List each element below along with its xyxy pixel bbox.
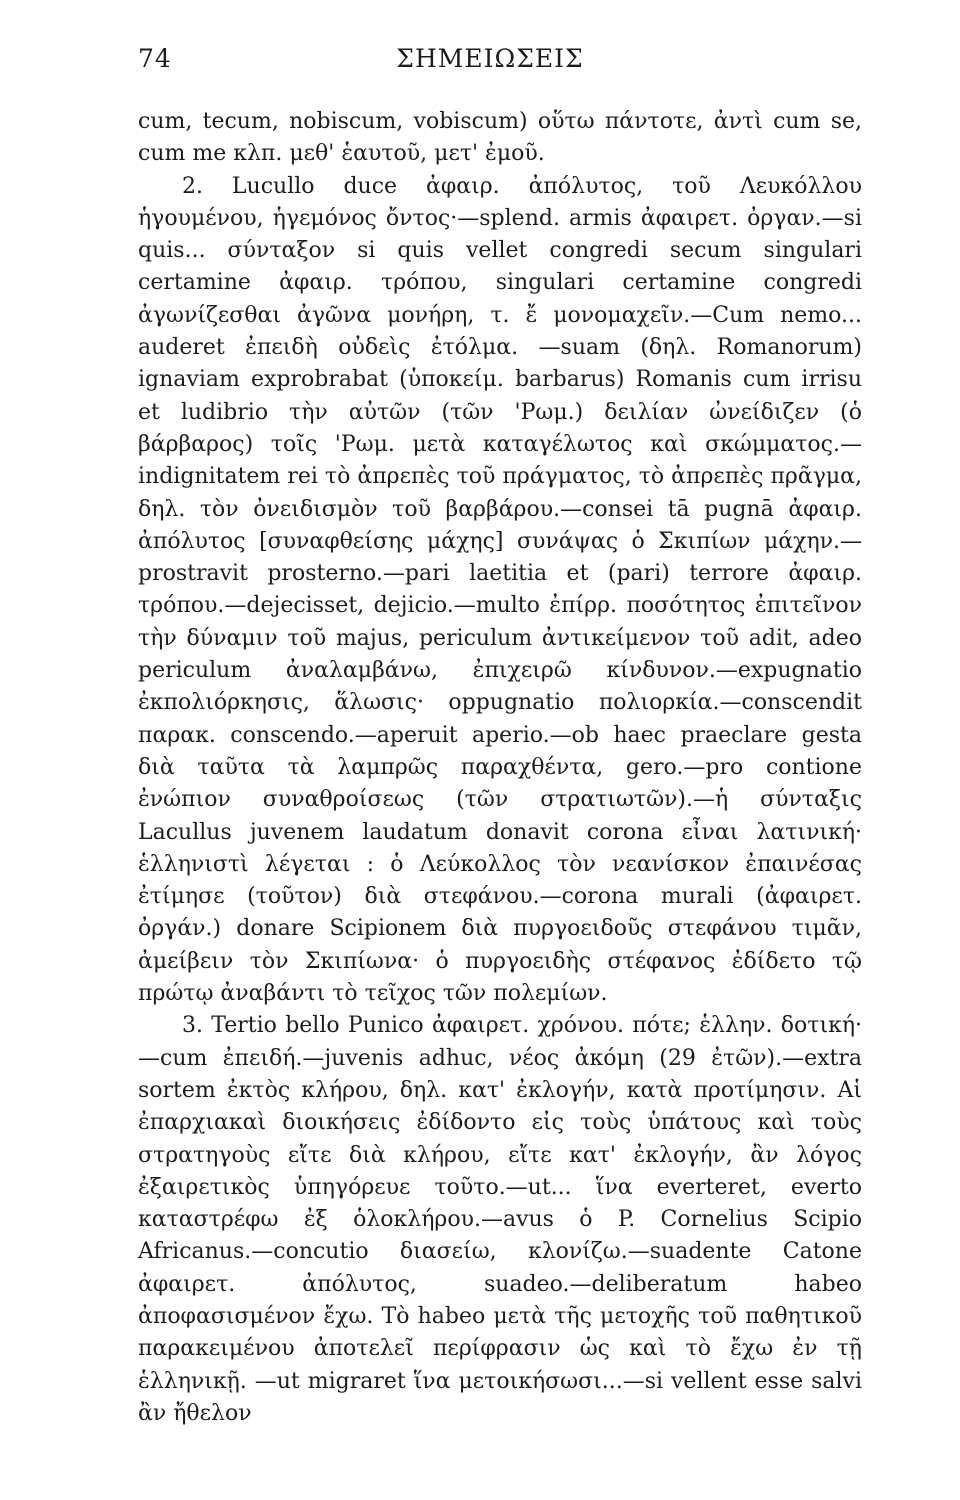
running-title: ΣΗΜΕΙΩΣΕΙΣ: [396, 44, 584, 73]
paragraph-note-3: 3. Tertio bello Punico ἀφαιρετ. χρόνου. πότε; ἑλλην. δοτική·—cum ἐπειδή.—juvenis adhuc, νέος ἀκόμη (29 ἐτῶν).—extra sortem ἐκτὸς κλήρου, δηλ. κατ' ἐκλογήν, κατὰ προτίμησιν. Αἱ ἐπαρχιακαὶ διοικήσεις ἐδίδοντο εἰς τοὺς ὑπάτους καὶ τοὺς στρατηγοὺς εἴτε διὰ κλήρου, εἴτε κατ' ἐκλογήν, ἂν λόγος ἐξαιρετικὸς ὑπηγόρευε τοῦτο.—ut... ἵνα everteret, everto καταστρέφω ἐξ ὁλοκλήρου.—avus ὁ P. Cornelius Scipio Africanus.—concutio διασείω, κλονίζω.—suadente Catone ἀφαιρετ. ἀπόλυτος, suadeo.—deliberatum habeo ἀποφασισμένον ἔχω. Τὸ habeo μετὰ τῆς μετοχῆς τοῦ παθητικοῦ παρακειμένου ἀποτελεῖ περίφρασιν ὡς καὶ τὸ ἔχω ἐν τῇ ἑλληνικῇ. —ut migraret ἵνα μετοικήσωσι...—si vellent esse salvi ἂν ἤθελον: [138, 1013, 862, 1426]
page-number: 74: [138, 44, 172, 73]
paragraph-note-2: 2. Lucullo duce ἀφαιρ. ἀπόλυτος, τοῦ Λευκόλλου ἡγουμένου, ἡγεμόνος ὄντος·—splend. armis ἀφαιρετ. ὀργαν.—si quis... σύνταξον si quis vellet congredi secum singulari certamine ἀφαιρ. τρόπου, singulari certamine congredi ἀγωνίζεσθαι ἀγῶνα μονήρη, τ. ἔ μονομαχεῖν.—Cum nemo... auderet ἐπειδὴ οὐδεὶς ἐτόλμα. —suam (δηλ. Romanorum) ignaviam exprobrabat (ὑποκείμ. barbarus) Romanis cum irrisu et ludibrio τὴν αὐτῶν (τῶν 'Ρωμ.) δειλίαν ὠνείδιζεν (ὁ βάρβαρος) τοῖς 'Ρωμ. μετὰ καταγέλωτος καὶ σκώμματος.—indignitatem rei τὸ ἀπρεπὲς τοῦ πράγματος, τὸ ἀπρεπὲς πρᾶγμα, δηλ. τὸν ὀνειδισμὸν τοῦ βαρβάρου.—consei tā pugnā ἀφαιρ. ἀπόλυτος [συναφθείσης μάχης] συνάψας ὁ Σκιπίων μάχην.—prostravit prosterno.—pari laetitia et (pari) terrore ἀφαιρ. τρόπου.—dejecisset, dejicio.—multo ἐπίρρ. ποσότητος ἐπιτεῖνον τὴν δύναμιν τοῦ majus, periculum ἀντικείμενον τοῦ adit, adeo periculum ἀναλαμβάνω, ἐπιχειρῶ κίνδυνον.—expugnatio ἐκπολιόρκησις, ἅλωσις· oppugnatio πολιορκία.—conscendit παρακ. conscendo.—aperuit aperio.—ob haec praeclare gesta διὰ ταῦτα τὰ λαμπρῶς παραχθέντα, gero.—pro contione ἐνώπιον συναθροίσεως (τῶν στρατιωτῶν).—ἡ σύνταξις Lacullus juvenem laudatum donavit corona εἶναι λατινική· ἑλληνιστὶ λέγεται : ὁ Λεύκολλος τὸν νεανίσκον ἐπαινέσας ἐτίμησε (τοῦτον) διὰ στεφάνου.—corona murali (ἀφαιρετ. ὀργάν.) donare Scipionem διὰ πυργοειδοῦς στεφάνου τιμᾶν, ἀμείβειν τὸν Σκιπίωνα· ὁ πυργοειδὴς στέφανος ἐδίδετο τῷ πρώτῳ ἀναβάντι τὸ τεῖχος τῶν πολεμίων.: [138, 173, 862, 1007]
notes-text: [138, 106, 862, 1430]
paragraph-continuation: cum, tecum, nobiscum, vobiscum) οὕτω πάντοτε, ἀντὶ cum se, cum me κλπ. μεθ' ἑαυτοῦ, μετ' ἐμοῦ.: [138, 109, 862, 167]
page-header: [138, 44, 842, 80]
